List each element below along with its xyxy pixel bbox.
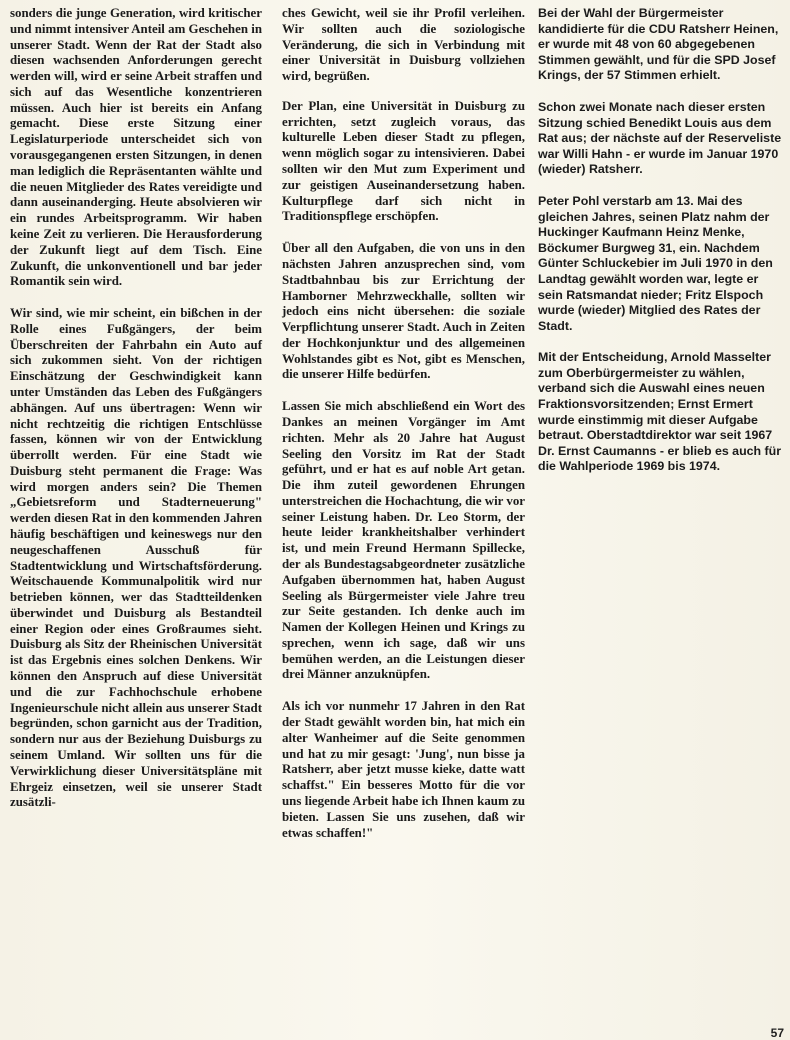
paragraph: Der Plan, eine Universität in Duisburg zu errichten, setzt zugleich voraus, das kulturelle Leben dieser Stadt zu pflegen, wenn möglich sogar zu intensivieren. Dabei sollten wir den Mut zum Experiment und zur geistigen Auseinandersetzung haben. Kulturpflege darf sich nicht in Traditionspflege erschöpfen. — [282, 98, 525, 224]
paragraph: ches Gewicht, weil sie ihr Profil verleihen. Wir sollten auch die soziologische Veränderung, die sich in Verbindung mit einer Universität in Duisburg vollziehen wird, begrüßen. — [282, 6, 525, 84]
paragraph: sonders die junge Generation, wird kritischer und nimmt intensiver Anteil am Geschehen in unserer Stadt. Wenn der Rat der Stadt also diesen wachsenden Anforderungen gerecht werden will, wird er seine Arbeit straffen und sich auf das Wesentliche konzentrieren müssen. Auch hier ist bereits ein Anfang gemacht. Diese erste Sitzung einer Legislaturperiode unterscheidet sich von vorausgegangenen ersten Sitzungen, in denen man lediglich die Repräsentanten wählte und die neuen Mitglieder des Rates vereidigte und dann auseinanderging. Heute absolvieren wir ein rundes Arbeitsprogramm. Wir haben keine Zeit zu verlieren. Die Herausforderung der Zukunft liegt auf dem Tisch. Eine Zukunft, die unkonventionell und bar jeder Romantik sein wird. — [10, 6, 262, 289]
text-column-right — [538, 6, 784, 475]
page-number: 57 — [770, 1026, 784, 1040]
text-column-middle — [282, 6, 525, 841]
paragraph: Als ich vor nunmehr 17 Jahren in den Rat der Stadt gewählt worden bin, hat mich ein alter Wanheimer auf die Seite genommen und hat zu mir gesagt: 'Jung', nun bisse ja Ratsherr, aber jetzt musse kieke, datte watt schaffst." Ein besseres Motto für die vor uns liegende Arbeit habe ich Ihnen kaum zu bieten. Lassen Sie uns zusehen, daß wir etwas schaffen!" — [282, 699, 525, 840]
paragraph: Lassen Sie mich abschließend ein Wort des Dankes an meinen Vorgänger im Amt richten. Mehr als 20 Jahre hat August Seeling den Vorsitz im Rat der Stadt geführt, und er hat es auf noble Art getan. Die ihm zuteil gewordenen Ehrungen unterstreichen die Hochachtung, die wir vor seiner Leistung haben. Dr. Leo Storm, der heute leider krankheitshalber verhindert ist, und mein Freund Hermann Spillecke, der als Bundestagsabgeordneter zusätzliche Aufgaben übernommen hat, haben August Seeling als Bürgermeister viele Jahre treu zur Seite gestanden. Ich denke auch im Namen der Kollegen Heinen und Krings zu sprechen, wenn ich sage, daß wir uns bemühen werden, an die Leistungen dieser drei Männer anzuknüpfen. — [282, 399, 526, 682]
paragraph: Wir sind, wie mir scheint, ein bißchen in der Rolle eines Fußgängers, der beim Überschreiten der Fahrbahn ein Auto auf sich zukommen sieht. Von der richtigen Einschätzung der Geschwindigkeit kann unter Umständen das Leben des Fußgängers abhängen. Auf uns übertragen: Wenn wir nicht rechtzeitig die richtigen Entschlüsse fassen, können wir von der Entwicklung überrollt werden. Für eine Stadt wie Duisburg steht permanent die Frage: Was wird morgen anders sein? Die Themen „Gebietsreform und Stadterneuerung" werden diesen Rat in den kommenden Jahren häufig beschäftigen und keineswegs nur den neugeschaffenen Ausschuß für Stadtentwicklung und Wirtschaftsförderung. Weitschauende Kommunalpolitik wird nur betrieben können, wer das Stadtteildenken überwindet und Duisburg als Bestandteil einer Region oder eines Großraumes sieht. Duisburg als Sitz der Rheinischen Universität ist das Ergebnis eines solchen Denkens. Wir können den Anspruch auf diese Universität und die zur Fachhochschule erhobene Ingenieurschule nicht allein aus unserer Stadt begründen, schon garnicht aus der Tradition, sondern nur aus der Beziehung Duisburgs zu seinem Umland. Wir sollten uns für die Verwirklichung dieser Universitätspläne mit Ehrgeiz einsetzen, weil sie unserer Stadt zusätzli- — [10, 306, 262, 810]
text-column-left — [10, 6, 262, 811]
paragraph: Über all den Aufgaben, die von uns in den nächsten Jahren anzusprechen sind, vom Stadtbahnbau bis zur Errichtung der Hamborner Mehrzweckhalle, sollten wir jedoch eins nicht übersehen: die soziale Verpflichtung unserer Stadt. Auch in Zeiten der Hochkonjunktur und des allgemeinen Wohlstandes gibt es Not, gibt es Menschen, die unserer Hilfe bedürfen. — [282, 241, 525, 382]
paragraph: Mit der Entscheidung, Arnold Masselter zum Oberbürgermeister zu wählen, verband sich die Auswahl eines neuen Fraktionsvorsitzenden; Ernst Ermert wurde einstimmig mit dieser Aufgabe betraut. Oberstadtdirektor war seit 1967 Dr. Ernst Caumanns - er blieb es auch für die Wahlperiode 1969 bis 1974. — [538, 350, 782, 474]
paragraph: Peter Pohl verstarb am 13. Mai des gleichen Jahres, seinen Platz nahm der Huckinger Kaufmann Heinz Menke, Böckumer Burgweg 31, ein. Nachdem Günter Schluckebier im Juli 1970 in den Landtag gewählt worden war, legte er sein Ratsmandat nieder; Fritz Elspoch wurde (wieder) Mitglied des Rates der Stadt. — [538, 193, 773, 333]
paragraph: Bei der Wahl der Bürgermeister kandidierte für die CDU Ratsherr Heinen, er wurde mit 48 von 60 abgegebenen Stimmen gewählt, und für die SPD Josef Krings, der 57 Stimmen erhielt. — [538, 6, 779, 83]
paragraph: Schon zwei Monate nach dieser ersten Sitzung schied Benedikt Louis aus dem Rat aus; der nächste auf der Reserveliste war Willi Hahn - er wurde im Januar 1970 (wieder) Ratsherr. — [538, 99, 782, 177]
